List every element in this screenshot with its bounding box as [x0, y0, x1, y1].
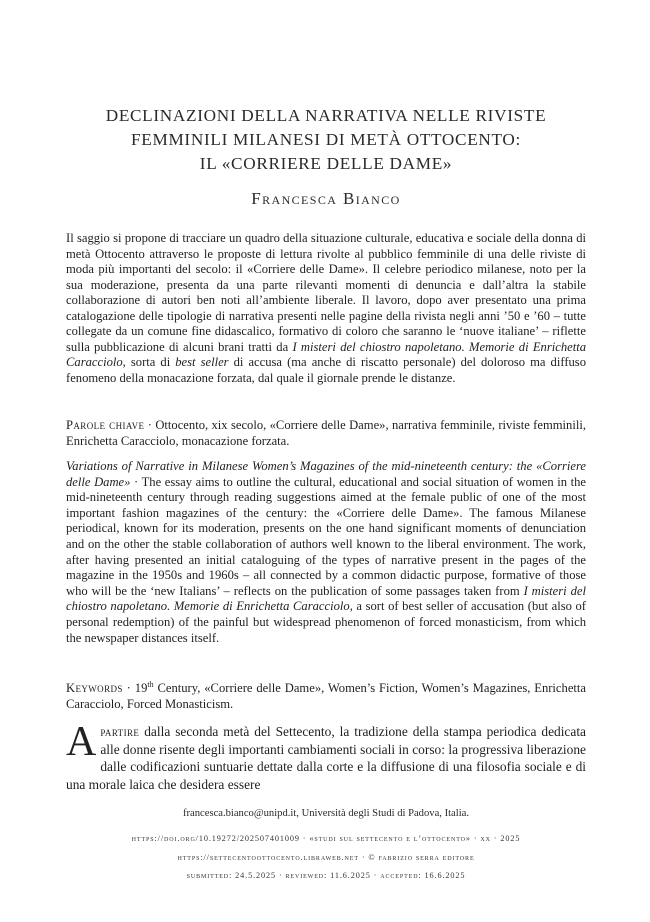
abstract-it-best-seller: best seller [175, 355, 229, 370]
keywords-it-text: Ottocento, xix secolo, «Corriere delle Dame», narrativa femminile, riviste femminili, Enrichetta Caracciolo, monacazione forzata. [66, 418, 586, 448]
title-line-3: IL «CORRIERE DELLE DAME» [199, 154, 453, 173]
keywords-en-sep: · [122, 681, 135, 696]
abstract-en-sep: · [130, 474, 142, 489]
submission-dates: submitted: 24.5.2025 · reviewed: 11.6.2025 · accepted: 16.6.2025 [186, 871, 466, 880]
keywords-en-num: 19 [134, 681, 148, 696]
abstract-english [66, 459, 586, 646]
abstract-en-title: Variations of Narrative in Milanese Women’s Magazines of the mid-nineteenth century: the «Corriere delle Dame» [66, 459, 586, 489]
keywords-en-sup: th [147, 680, 154, 689]
abstract-en-text-a: The essay aims to outline the cultural, educational and social situation of women in the mid-nineteenth century through reading suggestions aimed at the female public of one of the most important fashion magazines of the century: the «Corriere delle Dame». The famous Milanese periodical, known for its moderation, presents on the one hand significant moments of denunciation and on the other the stable collaboration of authors well known to the liberal environment. The work, after having presented an initial cataloguing of the types of narrative present in the pages of the magazine in the 1950s and 1960s – all connected by a common didactic purpose, formative of those who will be the ‘new Italians’ – reflects on the publication of some passages taken from [66, 474, 587, 598]
keywords-it-label: Parole chiave [66, 418, 145, 432]
abstract-it-book-title: I misteri del chiostro napoletano. Memorie di Enrichetta Caracciolo [66, 339, 586, 370]
abstract-it-text-b: , sorta di [122, 355, 176, 370]
abstract-it-text-a: Il saggio si propone di tracciare un quadro della situazione culturale, educativa e sociale della donna di metà Ottocento attraverso le proposte di lettura rivolte al pubblico femminile di una delle riviste di moda più importanti del secolo: il «Corriere delle Dame». Il celebre periodico milanese, noto per la sua moderazione, presenta da una parte rilevanti momenti di denuncia e dall’altra la stabile collaborazione di autori ben noti all’ambiente liberale. Il lavoro, dopo aver presentato una prima catalogazione delle tipologie di narrativa presenti nelle pagine della rivista negli anni ’50 e ’60 – tutte collegate da un comune fine didascalico, formativo di coloro che saranno le ‘nuove italiane’ – riflette sulla pubblicazione di alcuni brani tratti da [66, 231, 586, 354]
publisher-line: https://settecentoottocento.libraweb.net · © fabrizio serra editore [177, 853, 475, 862]
body-opening-smallcaps: partire [100, 724, 140, 739]
article-title [66, 104, 586, 176]
abstract-en-text-b: , a sort of best seller of accusation (but also of personal redemption) of the painful but widespread phenomenon of forced monasticism, from which the newspaper distances itself. [66, 599, 587, 645]
body-text [66, 719, 586, 794]
drop-cap: A [66, 719, 97, 765]
author-footnote: francesca.bianco@unipd.it, Università degli Studi di Padova, Italia. [182, 808, 469, 819]
title-line-2: FEMMINILI MILANESI DI METÀ OTTOCENTO: [131, 130, 521, 149]
author-name: Francesca Bianco [251, 189, 401, 208]
keywords-it-sep: · [144, 418, 156, 432]
doi-line: https://doi.org/10.19272/202507401009 · «studi sul settecento e l’ottocento» · xx · 2025 [131, 834, 521, 843]
keywords-english [66, 677, 586, 712]
abstract-en-book-title: I misteri del chiostro napoletano. Memorie di Enrichetta Caracciolo [66, 583, 586, 614]
keywords-en-label: Keywords [66, 681, 123, 696]
abstract-it-text-c: di accusa (ma anche di riscatto personale) del doloroso ma diffuso fenomeno della monacazione forzata, dal quale il giornale prende le distanze. [66, 355, 587, 385]
keywords-en-text: Century, «Corriere delle Dame», Women’s Fiction, Women’s Magazines, Enrichetta Caracciolo, Forced Monasticism. [66, 681, 586, 711]
title-line-1: DECLINAZIONI DELLA NARRATIVA NELLE RIVISTE [105, 106, 547, 125]
keywords-italian [66, 418, 586, 449]
body-paragraph: dalla seconda metà del Settecento, la tradizione della stampa periodica dedicata alle donne risente degli importanti cambiamenti sociali in corso: la progressiva liberazione dalle codificazioni suntuarie dettate dalla corte e la diffusione di una filosofia sociale e di una morale laica che desidera essere [66, 724, 586, 793]
abstract-italian [66, 231, 586, 386]
